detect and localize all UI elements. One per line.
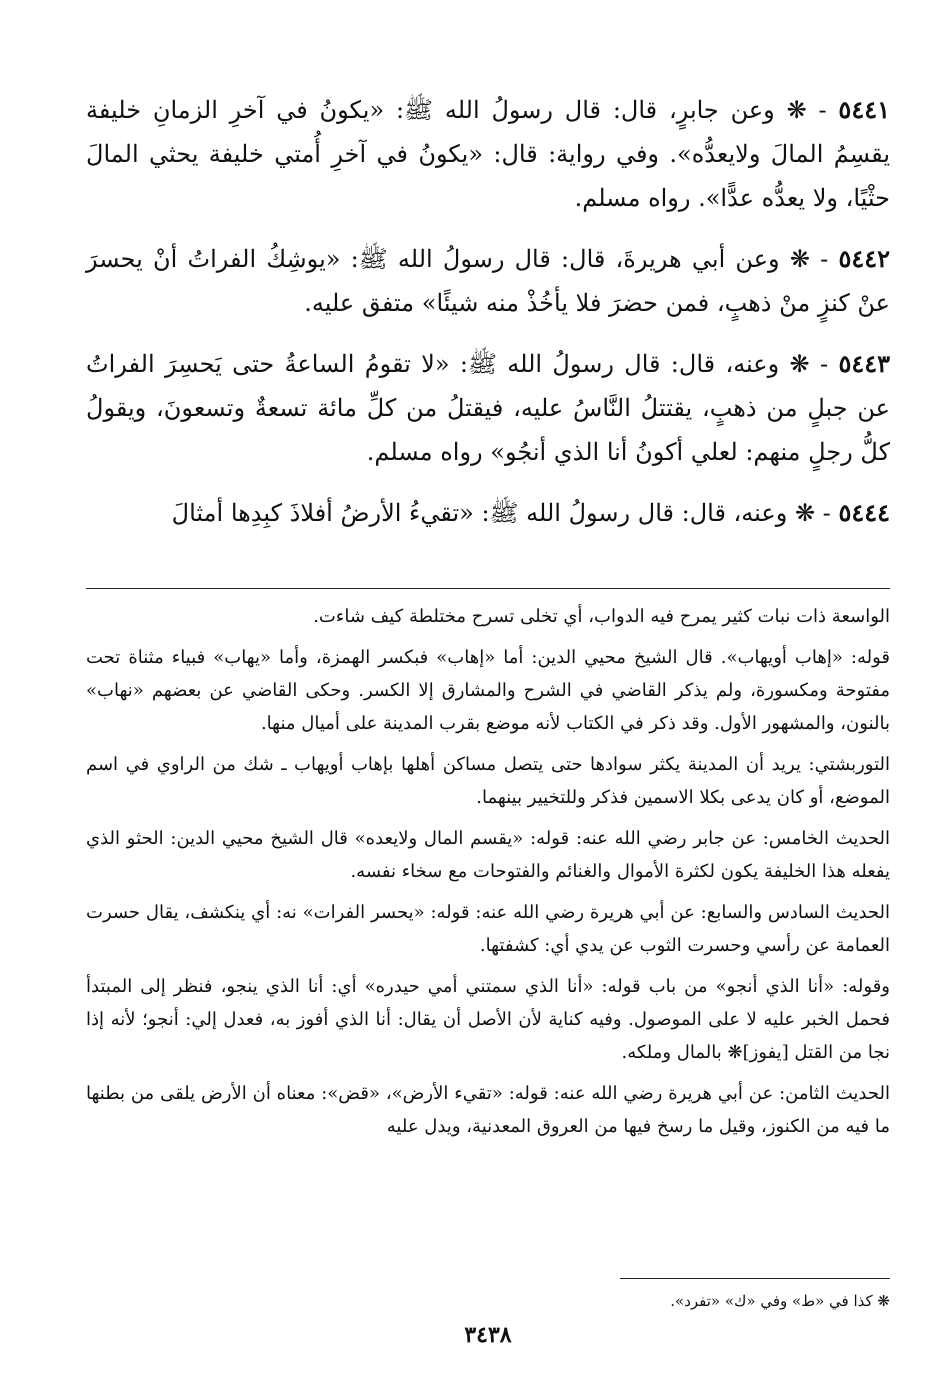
hadith-text: - ❋ وعن أبي هريرةَ، قال: قال رسولُ الله ﷺ: «يوشِكُ الفراتُ أنْ يحسرَ عنْ كنزٍ منْ ذهبٍ، فمن حضرَ فلا يأخُذْ منه شيئًا» متفق عليه.	[86, 245, 890, 317]
book-page	[86, 88, 890, 1378]
hadith-number: ٥٤٤٢	[838, 244, 890, 273]
commentary-paragraph: الحديث الثامن: عن أبي هريرة رضي الله عنه: قوله: «تقيء الأرض»، «قض»: معناه أن الأرض يلقى من بطنها ما فيه من الكنوز، وقيل ما رسخ فيها من العروق المعدنية، ويدل عليه	[86, 1083, 890, 1137]
commentary-paragraph: الواسعة ذات نبات كثير يمرح فيه الدواب، أي تخلى تسرح مختلطة كيف شاءت.	[313, 606, 890, 627]
footnote: ❋ كذا في «ط» وفي «ك» «تفرد».	[670, 1292, 890, 1310]
footnote-divider	[620, 1278, 890, 1279]
commentary-paragraph: التوربشتي: يريد أن المدينة يكثر سوادها حتى يتصل مساكن أهلها بإهاب أويهاب ـ شك من الراوي في اسم الموضع، أو كان يدعى بكلا الاسمين فذكر وللتخيير بينهما.	[86, 754, 890, 808]
commentary-section	[86, 600, 890, 1151]
hadith-number: ٥٤٤٤	[838, 498, 890, 527]
commentary-paragraph: قوله: «إهاب أويهاب». قال الشيخ محيي الدين: أما «إهاب» فبكسر الهمزة، وأما «يهاب» فبياء مثناة تحت مفتوحة ومكسورة، ولم يذكر القاضي في الشرح والمشارق إلا الكسر. وحكى القاضي عن بعضهم «نهاب» بالنون، والمشهور الأول. وقد ذكر في الكتاب لأنه موضع بقرب المدينة على أميال منها.	[86, 647, 890, 734]
commentary-paragraph: الحديث السادس والسابع: عن أبي هريرة رضي الله عنه: قوله: «يحسر الفرات» نه: أي ينكشف، يقال حسرت العمامة عن رأسي وحسرت الثوب عن يدي أي: كشفتها.	[86, 902, 890, 956]
hadith-section	[86, 88, 890, 535]
hadith-text: - ❋ وعن جابرٍ، قال: قال رسولُ الله ﷺ: «يكونُ في آخرِ الزمانِ خليفة يقسِمُ المالَ ولايعدُّه». وفي رواية: قال: «يكونُ في آخرِ أُمتي خليفة يحثي المالَ حثْيًا، ولا يعدُّه عدًّا». رواه مسلم.	[86, 96, 890, 212]
hadith-5442	[86, 237, 890, 325]
commentary-paragraph: وقوله: «أنا الذي أنجو» من باب قوله: «أنا الذي سمتني أمي حيدره» أي: أنا الذي ينجو، فنظر إلى المبتدأ فحمل الخبر عليه لا على الموصول. وفيه كناية لأن الأصل أن يقال: أنا الذي أفوز به، فعدل إلي: أنجو؛ لأنه إذا نجا من القتل [يفوز]❋ بالمال وملكه.	[86, 976, 890, 1063]
hadith-text: - ❋ وعنه، قال: قال رسولُ الله ﷺ: «لا تقومُ الساعةُ حتى يَحسِرَ الفراتُ عن جبلٍ من ذهبٍ، يقتتلُ النَّاسُ عليه، فيقتلُ من كلِّ مائة تسعةٌ وتسعونَ، ويقولُ كلُّ رجلٍ منهم: لعلي أكونُ أنا الذي أنجُو» رواه مسلم.	[86, 350, 890, 466]
hadith-5441	[86, 88, 890, 220]
hadith-number: ٥٤٤١	[838, 95, 890, 124]
hadith-5443	[86, 342, 890, 474]
section-divider	[86, 588, 890, 589]
hadith-number: ٥٤٤٣	[838, 349, 891, 378]
commentary-paragraph: الحديث الخامس: عن جابر رضي الله عنه: قوله: «يقسم المال ولايعده» قال الشيخ محيي الدين: الحثو الذي يفعله هذا الخليفة يكون لكثرة الأموال والغنائم والفتوحات مع سخاء نفسه.	[86, 828, 890, 882]
hadith-text: - ❋ وعنه، قال: قال رسولُ الله ﷺ: «تقيءُ الأرضُ أفلاذَ كبِدِها أمثالَ	[171, 499, 831, 527]
hadith-5444	[86, 491, 890, 535]
page-number: ٣٤٣٨	[464, 1322, 512, 1348]
